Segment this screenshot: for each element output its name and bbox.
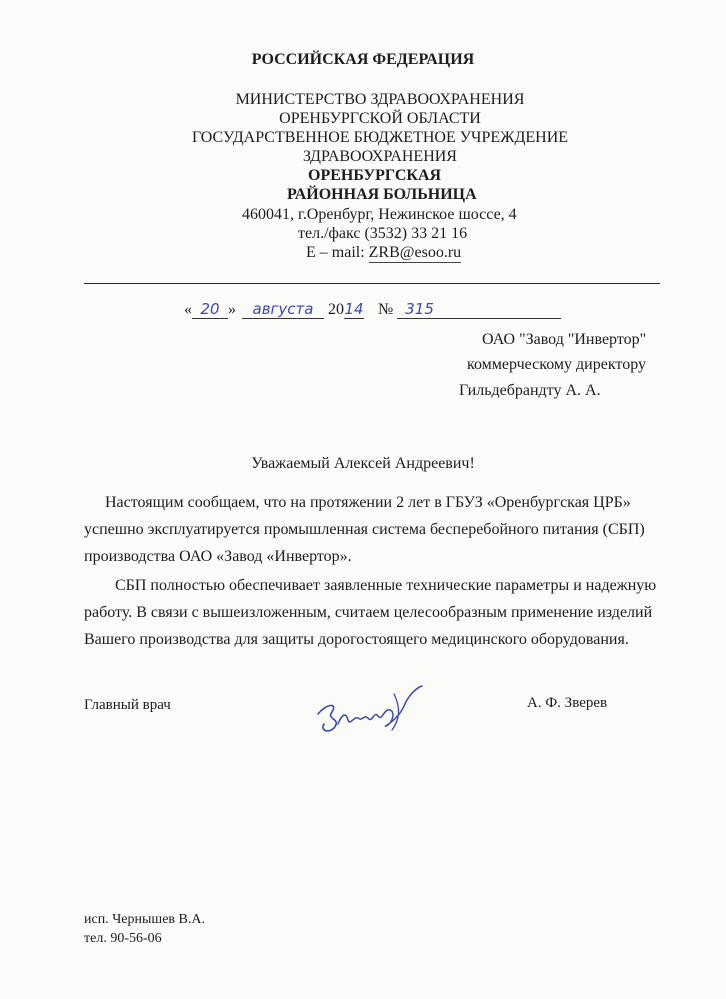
date-close-quote: » <box>228 301 236 318</box>
executor-phone: тел. 90-56-06 <box>84 931 162 946</box>
country-heading: РОССИЙСКАЯ ФЕДЕРАЦИЯ <box>251 51 475 68</box>
salutation: Уважаемый Алексей Андреевич! <box>251 455 475 472</box>
institution-line-1: ГОСУДАРСТВЕННОЕ БЮДЖЕТНОЕ УЧРЕЖДЕНИЕ <box>191 129 569 146</box>
institution-line-2: ЗДРАВООХРАНЕНИЯ <box>303 148 457 165</box>
hospital-address: 460041, г.Оренбург, Нежинское шоссе, 4 <box>242 206 517 223</box>
email-link[interactable]: ZRB@esoo.ru <box>368 244 462 261</box>
header-divider <box>84 283 660 284</box>
paragraph-2-line-3: Вашего производства для защиты дорогостоящего медицинского оборудования. <box>84 631 629 648</box>
email-label: E – mail: <box>306 244 365 261</box>
date-month: августа <box>242 300 324 319</box>
ministry-line-2: ОРЕНБУРГСКОЙ ОБЛАСТИ <box>279 110 481 127</box>
paragraph-1-line-2: успешно эксплуатируется промышленная система бесперебойного питания (СБП) <box>84 521 645 538</box>
hospital-line-2: РАЙОННАЯ БОЛЬНИЦА <box>287 186 477 203</box>
signatory-name: А. Ф. Зверев <box>527 695 608 711</box>
paragraph-2-line-1: СБП полностью обеспечивает заявленные технические параметры и надежную <box>115 577 657 594</box>
email-line <box>306 243 461 263</box>
date-year-suffix: 14 <box>344 300 364 318</box>
paragraph-1-line-1: Настоящим сообщаем, что на протяжении 2 лет в ГБУЗ «Оренбургская ЦРБ» <box>105 494 631 511</box>
date-year-prefix: 20 <box>328 301 344 318</box>
ministry-line-1: МИНИСТЕРСТВО ЗДРАВООХРАНЕНИЯ <box>235 91 525 108</box>
signatory-position: Главный врач <box>84 697 171 713</box>
date-open-quote: « <box>184 301 192 318</box>
handwritten-signature <box>312 680 432 740</box>
executor-name: исп. Чернышев В.А. <box>84 912 205 927</box>
recipient-name: Гильдебрандту А. А. <box>459 382 601 399</box>
recipient-position: коммерческому директору <box>467 356 646 373</box>
registration-line <box>184 300 561 319</box>
recipient-company: ОАО "Завод "Инвертор" <box>482 331 647 348</box>
registration-number: 315 <box>397 300 561 319</box>
hospital-phone: тел./факс (3532) 33 21 16 <box>298 225 468 242</box>
hospital-line-1: ОРЕНБУРГСКАЯ <box>308 167 442 184</box>
date-day: 20 <box>192 300 228 319</box>
paragraph-2-line-2: работу. В связи с вышеизложенным, считаем целесообразным применение изделий <box>84 604 653 621</box>
number-label: № <box>378 301 394 318</box>
paragraph-1-line-3: производства ОАО «Завод «Инвертор». <box>84 548 352 565</box>
